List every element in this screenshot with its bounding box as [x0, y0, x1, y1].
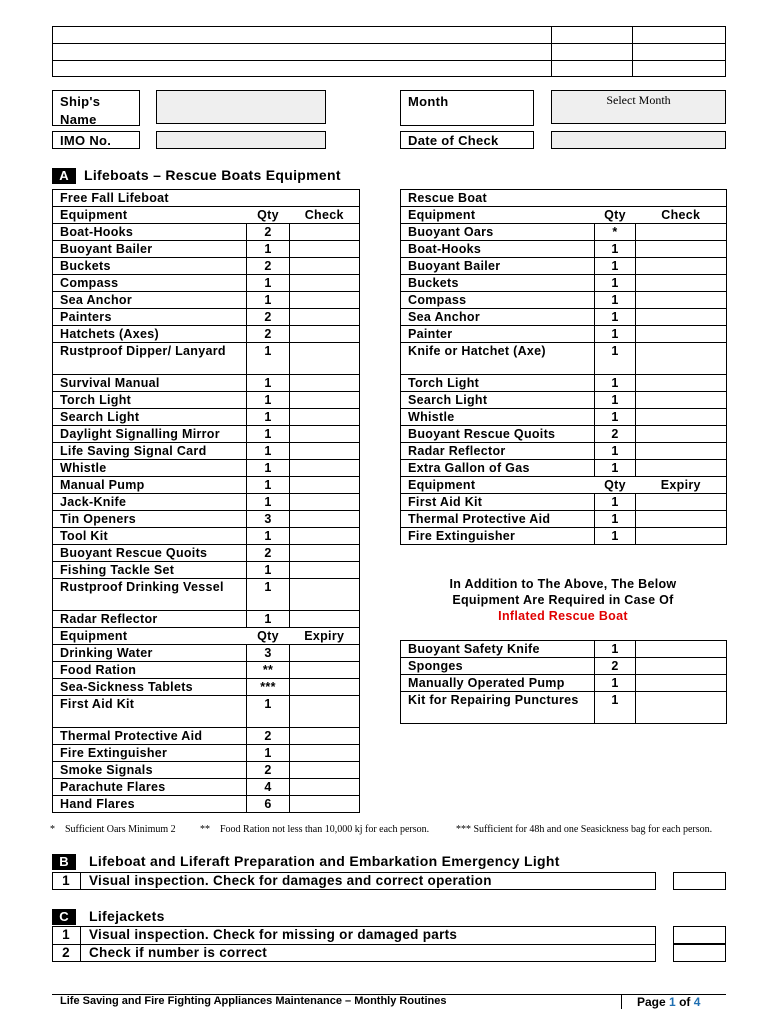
check-cell[interactable]	[290, 696, 360, 728]
equipment-name: Kit for Repairing Punctures	[401, 692, 595, 724]
inflated-note-red: Inflated Rescue Boat	[498, 609, 628, 623]
equipment-name: Manually Operated Pump	[401, 675, 595, 692]
header-grid-vline	[632, 26, 633, 77]
equipment-qty: 1	[247, 696, 290, 728]
equipment-name: Tool Kit	[53, 528, 247, 545]
table-row	[53, 275, 360, 292]
equipment-name: Torch Light	[401, 375, 595, 392]
table-row	[53, 258, 360, 275]
column-header: Equipment	[53, 207, 247, 224]
equipment-qty: 4	[247, 779, 290, 796]
table-row	[53, 511, 360, 528]
check-cell[interactable]	[290, 426, 360, 443]
equipment-name: Parachute Flares	[53, 779, 247, 796]
section-c-item-text: Visual inspection. Check for missing or damaged parts	[89, 927, 458, 942]
equipment-name: Life Saving Signal Card	[53, 443, 247, 460]
equipment-qty: 2	[247, 326, 290, 343]
check-cell[interactable]	[290, 528, 360, 545]
equipment-qty: 1	[247, 292, 290, 309]
equipment-qty: 1	[595, 241, 636, 258]
column-header: Qty	[247, 628, 290, 645]
check-cell[interactable]	[290, 679, 360, 696]
table-row	[401, 675, 727, 692]
column-header: Check	[636, 207, 727, 224]
check-cell[interactable]	[636, 309, 727, 326]
equipment-qty: 1	[595, 292, 636, 309]
table-row	[53, 494, 360, 511]
check-cell[interactable]	[290, 662, 360, 679]
equipment-qty: 1	[595, 675, 636, 692]
equipment-qty: 1	[595, 528, 636, 545]
equipment-qty: 1	[247, 409, 290, 426]
expiry-row	[401, 528, 727, 545]
equipment-name: Fire Extinguisher	[53, 745, 247, 762]
footer-page	[637, 995, 700, 1009]
equipment-qty: 1	[595, 375, 636, 392]
check-cell[interactable]	[290, 611, 360, 628]
equipment-name: Buoyant Safety Knife	[401, 641, 595, 658]
equipment-qty: 1	[247, 494, 290, 511]
equipment-name: Survival Manual	[53, 375, 247, 392]
equipment-qty: 1	[247, 426, 290, 443]
expiry-row	[401, 511, 727, 528]
table-row	[53, 579, 360, 611]
equipment-name: First Aid Kit	[401, 494, 595, 511]
equipment-qty: 1	[595, 692, 636, 724]
equipment-qty: 1	[247, 343, 290, 375]
equipment-qty: 2	[247, 762, 290, 779]
table-row	[53, 409, 360, 426]
check-cell[interactable]	[290, 762, 360, 779]
footer-divider	[621, 995, 622, 1009]
table-row	[401, 375, 727, 392]
table-row	[401, 392, 727, 409]
equipment-name: Radar Reflector	[401, 443, 595, 460]
check-cell[interactable]	[636, 460, 727, 477]
section-b-item-divider	[80, 872, 81, 890]
equipment-qty: 2	[247, 728, 290, 745]
equipment-qty: 1	[595, 494, 636, 511]
equipment-name: Search Light	[53, 409, 247, 426]
equipment-name: Rustproof Dipper/ Lanyard	[53, 343, 247, 375]
equipment-name: Boat-Hooks	[401, 241, 595, 258]
table-row	[53, 545, 360, 562]
section-b-title: Lifeboat and Liferaft Preparation and Embarkation Emergency Light	[89, 853, 560, 869]
check-cell[interactable]	[290, 477, 360, 494]
equipment-name: Fire Extinguisher	[401, 528, 595, 545]
table-row	[401, 258, 727, 275]
equipment-qty: 1	[247, 460, 290, 477]
check-cell[interactable]	[636, 241, 727, 258]
table-row	[53, 309, 360, 326]
equipment-qty: 1	[595, 409, 636, 426]
equipment-qty: 1	[247, 562, 290, 579]
check-cell[interactable]	[290, 309, 360, 326]
table-row	[53, 562, 360, 579]
section-c-title: Lifejackets	[89, 908, 165, 924]
header-row	[401, 207, 727, 224]
ships-name-field[interactable]	[156, 90, 326, 124]
check-cell[interactable]	[290, 579, 360, 611]
column-header: Expiry	[636, 477, 727, 494]
expiry-row	[53, 662, 360, 679]
column-header: Expiry	[290, 628, 360, 645]
equipment-name: Food Ration	[53, 662, 247, 679]
check-cell[interactable]	[290, 779, 360, 796]
section-c-check-box[interactable]	[673, 944, 726, 962]
table-row	[53, 443, 360, 460]
column-header: Equipment	[401, 477, 595, 494]
check-cell[interactable]	[636, 224, 727, 241]
equipment-name: Thermal Protective Aid	[401, 511, 595, 528]
equipment-name: Rustproof Drinking Vessel	[53, 579, 247, 611]
check-cell[interactable]	[290, 258, 360, 275]
header-grid-vline	[551, 26, 552, 77]
expiry-row	[53, 796, 360, 813]
check-cell[interactable]	[636, 326, 727, 343]
month-select-value: Select Month	[606, 93, 671, 107]
table-row	[401, 326, 727, 343]
header-row	[53, 207, 360, 224]
equipment-name: Hatchets (Axes)	[53, 326, 247, 343]
check-cell[interactable]	[290, 511, 360, 528]
inflated-note-line2: Equipment Are Required in Case Of	[452, 593, 674, 607]
equipment-qty: 1	[247, 375, 290, 392]
check-cell[interactable]	[636, 409, 727, 426]
equipment-qty: 1	[247, 241, 290, 258]
equipment-qty: *	[595, 224, 636, 241]
equipment-name: Drinking Water	[53, 645, 247, 662]
equipment-qty: 1	[595, 275, 636, 292]
check-cell[interactable]	[290, 326, 360, 343]
section-a-letter: A	[52, 168, 76, 184]
imo-field[interactable]	[156, 131, 326, 149]
table-title-row	[401, 190, 727, 207]
equipment-name: Smoke Signals	[53, 762, 247, 779]
table-row	[53, 241, 360, 258]
section-c-letter: C	[52, 909, 76, 925]
equipment-qty: 1	[247, 477, 290, 494]
equipment-qty: 2	[247, 224, 290, 241]
check-cell[interactable]	[636, 443, 727, 460]
equipment-qty: 1	[247, 745, 290, 762]
inflated-note-line1: In Addition to The Above, The Below	[449, 577, 677, 591]
expiry-row	[53, 645, 360, 662]
column-header: Check	[290, 207, 360, 224]
equipment-name: Buoyant Bailer	[401, 258, 595, 275]
table-row	[53, 392, 360, 409]
table-row	[401, 426, 727, 443]
equipment-name: Radar Reflector	[53, 611, 247, 628]
table-row	[401, 641, 727, 658]
table-row	[53, 292, 360, 309]
equipment-name: Painters	[53, 309, 247, 326]
lifeboat-table	[52, 189, 360, 813]
equipment-name: Search Light	[401, 392, 595, 409]
check-cell[interactable]	[290, 645, 360, 662]
header-grid-hline	[52, 43, 726, 44]
table-title: Free Fall Lifeboat	[53, 190, 360, 207]
column-header: Qty	[595, 477, 636, 494]
expiry-row	[53, 745, 360, 762]
check-cell[interactable]	[290, 545, 360, 562]
footnote-tablets: *** Sufficient for 48h and one Seasickness bag for each person.	[456, 824, 713, 835]
date-field[interactable]	[551, 131, 726, 149]
table-row	[53, 224, 360, 241]
equipment-name: Knife or Hatchet (Axe)	[401, 343, 595, 375]
column-header: Equipment	[401, 207, 595, 224]
equipment-qty: 3	[247, 645, 290, 662]
equipment-name: Buckets	[53, 258, 247, 275]
check-cell[interactable]	[636, 692, 727, 724]
equipment-qty: 6	[247, 796, 290, 813]
check-cell[interactable]	[290, 292, 360, 309]
check-cell[interactable]	[290, 460, 360, 477]
equipment-name: Extra Gallon of Gas	[401, 460, 595, 477]
table-row	[401, 443, 727, 460]
table-row	[53, 426, 360, 443]
check-cell[interactable]	[636, 658, 727, 675]
check-cell[interactable]	[290, 745, 360, 762]
check-cell[interactable]	[636, 292, 727, 309]
check-cell[interactable]	[636, 494, 727, 511]
section-b-check-box[interactable]	[673, 872, 726, 890]
table-title: Rescue Boat	[401, 190, 727, 207]
table-row	[401, 241, 727, 258]
equipment-name: Hand Flares	[53, 796, 247, 813]
footnote-oars: * Sufficient Oars Minimum 2	[50, 824, 176, 835]
table-row	[401, 343, 727, 375]
equipment-name: Manual Pump	[53, 477, 247, 494]
equipment-name: First Aid Kit	[53, 696, 247, 728]
equipment-name: Fishing Tackle Set	[53, 562, 247, 579]
month-label: Month	[408, 94, 449, 109]
section-a-title: Lifeboats – Rescue Boats Equipment	[84, 167, 341, 183]
equipment-qty: **	[247, 662, 290, 679]
check-cell[interactable]	[636, 343, 727, 375]
equipment-name: Whistle	[53, 460, 247, 477]
table-row	[401, 658, 727, 675]
equipment-name: Buoyant Rescue Quoits	[53, 545, 247, 562]
expiry-header-row	[401, 477, 727, 494]
check-cell[interactable]	[636, 275, 727, 292]
table-row	[401, 292, 727, 309]
check-cell[interactable]	[290, 392, 360, 409]
equipment-qty: 1	[595, 309, 636, 326]
check-cell[interactable]	[290, 375, 360, 392]
check-cell[interactable]	[636, 511, 727, 528]
month-select[interactable]	[551, 90, 726, 124]
check-cell[interactable]	[290, 562, 360, 579]
expiry-row	[53, 762, 360, 779]
equipment-name: Jack-Knife	[53, 494, 247, 511]
equipment-name: Torch Light	[53, 392, 247, 409]
column-header: Qty	[595, 207, 636, 224]
rescue-boat-table	[400, 189, 727, 545]
equipment-name: Buoyant Oars	[401, 224, 595, 241]
equipment-qty: 1	[595, 343, 636, 375]
inflated-rescue-table	[400, 640, 727, 724]
header-grid	[52, 26, 726, 77]
equipment-qty: 1	[247, 443, 290, 460]
equipment-name: Compass	[401, 292, 595, 309]
equipment-name: Painter	[401, 326, 595, 343]
equipment-name: Sea-Sickness Tablets	[53, 679, 247, 696]
equipment-qty: 2	[247, 309, 290, 326]
check-cell[interactable]	[636, 392, 727, 409]
section-c-item-divider	[80, 926, 81, 962]
equipment-qty: 1	[247, 275, 290, 292]
equipment-name: Sea Anchor	[53, 292, 247, 309]
footer-page-number: 1	[669, 995, 676, 1009]
expiry-row	[53, 728, 360, 745]
expiry-row	[53, 779, 360, 796]
expiry-row	[401, 494, 727, 511]
equipment-qty: 1	[595, 258, 636, 275]
check-cell[interactable]	[290, 275, 360, 292]
equipment-name: Sea Anchor	[401, 309, 595, 326]
equipment-qty: 2	[595, 426, 636, 443]
section-b-item-number: 1	[62, 873, 70, 888]
check-cell[interactable]	[636, 675, 727, 692]
table-row	[53, 460, 360, 477]
check-cell[interactable]	[290, 494, 360, 511]
ships-name-label: Ship's Name	[60, 94, 101, 127]
check-cell[interactable]	[636, 528, 727, 545]
month-label-box	[400, 90, 534, 126]
equipment-qty: 1	[247, 579, 290, 611]
equipment-qty: 2	[595, 658, 636, 675]
section-c-item-number: 1	[62, 927, 70, 942]
footnote-food: ** Food Ration not less than 10,000 kj for each person.	[200, 824, 430, 835]
expiry-row	[53, 679, 360, 696]
equipment-name: Buckets	[401, 275, 595, 292]
equipment-name: Compass	[53, 275, 247, 292]
footer-page-word: Page	[637, 995, 666, 1009]
expiry-row	[53, 696, 360, 728]
column-header: Equipment	[53, 628, 247, 645]
section-c-item-text: Check if number is correct	[89, 945, 268, 960]
check-cell[interactable]	[290, 796, 360, 813]
equipment-name: Buoyant Rescue Quoits	[401, 426, 595, 443]
table-row	[401, 224, 727, 241]
equipment-qty: 1	[595, 460, 636, 477]
section-c-check-box[interactable]	[673, 926, 726, 944]
equipment-qty: 1	[595, 326, 636, 343]
equipment-name: Thermal Protective Aid	[53, 728, 247, 745]
check-cell[interactable]	[290, 443, 360, 460]
footer-page-total: 4	[693, 995, 701, 1009]
date-label: Date of Check	[408, 133, 499, 148]
imo-label: IMO No.	[60, 133, 112, 148]
equipment-qty: ***	[247, 679, 290, 696]
imo-label-box	[52, 131, 140, 149]
equipment-qty: 1	[595, 443, 636, 460]
table-title-row	[53, 190, 360, 207]
equipment-name: Buoyant Bailer	[53, 241, 247, 258]
section-b-item-text: Visual inspection. Check for damages and correct operation	[89, 873, 492, 888]
expiry-header-row	[53, 628, 360, 645]
equipment-name: Boat-Hooks	[53, 224, 247, 241]
section-b-letter: B	[52, 854, 76, 870]
table-row	[53, 477, 360, 494]
table-row	[401, 409, 727, 426]
check-cell[interactable]	[290, 224, 360, 241]
ships-name-label-box	[52, 90, 140, 126]
table-row	[401, 309, 727, 326]
equipment-qty: 3	[247, 511, 290, 528]
table-row	[53, 375, 360, 392]
header-grid-hline	[52, 60, 726, 61]
equipment-name: Sponges	[401, 658, 595, 675]
table-row	[53, 611, 360, 628]
check-cell[interactable]	[290, 241, 360, 258]
check-cell[interactable]	[290, 343, 360, 375]
equipment-qty: 1	[247, 392, 290, 409]
check-cell[interactable]	[636, 426, 727, 443]
equipment-qty: 2	[247, 545, 290, 562]
table-row	[53, 326, 360, 343]
footer-title: Life Saving and Fire Fighting Appliances Maintenance – Monthly Routines	[60, 995, 447, 1007]
check-cell[interactable]	[290, 728, 360, 745]
equipment-qty: 1	[595, 641, 636, 658]
equipment-name: Tin Openers	[53, 511, 247, 528]
table-row	[401, 460, 727, 477]
equipment-qty: 1	[247, 528, 290, 545]
equipment-qty: 1	[247, 611, 290, 628]
equipment-name: Daylight Signalling Mirror	[53, 426, 247, 443]
table-row	[401, 275, 727, 292]
table-row	[401, 692, 727, 724]
equipment-qty: 1	[595, 511, 636, 528]
table-row	[53, 343, 360, 375]
check-cell[interactable]	[290, 409, 360, 426]
check-cell[interactable]	[636, 258, 727, 275]
check-cell[interactable]	[636, 641, 727, 658]
section-c-item-number: 2	[62, 945, 70, 960]
date-label-box	[400, 131, 534, 149]
table-row	[53, 528, 360, 545]
equipment-qty: 2	[247, 258, 290, 275]
equipment-name: Whistle	[401, 409, 595, 426]
check-cell[interactable]	[636, 375, 727, 392]
inflated-note	[400, 576, 726, 624]
footer-of-word: of	[679, 995, 691, 1009]
equipment-qty: 1	[595, 392, 636, 409]
column-header: Qty	[247, 207, 290, 224]
